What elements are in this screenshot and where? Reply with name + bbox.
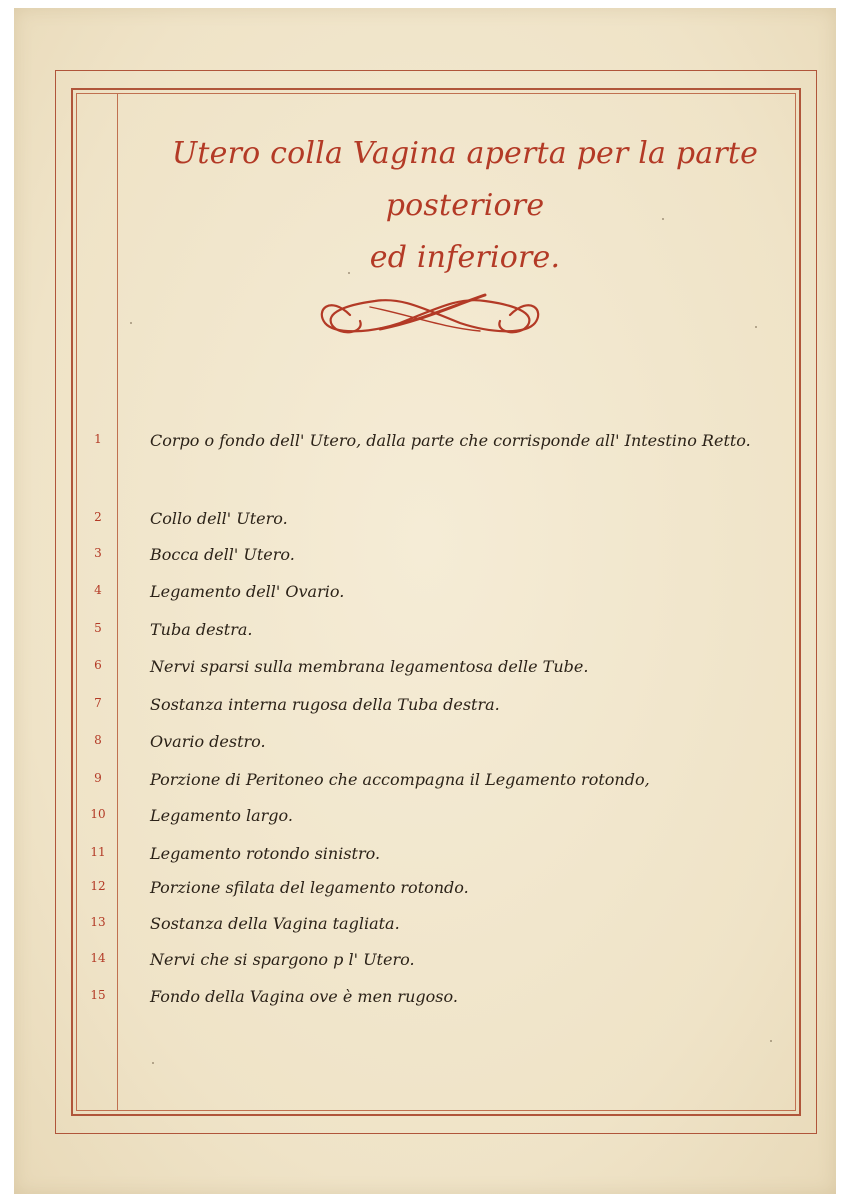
item-text-2: Collo dell' Utero.	[150, 509, 288, 528]
item-number-13: 13	[90, 915, 106, 929]
item-number-9: 9	[94, 771, 102, 785]
item-number-11: 11	[90, 845, 106, 859]
item-number-15: 15	[90, 988, 106, 1002]
left-margin-rule	[117, 93, 118, 1111]
paper-speck	[348, 272, 350, 274]
item-text-13: Sostanza della Vagina tagliata.	[150, 914, 400, 933]
item-number-10: 10	[90, 807, 106, 821]
title-line-1: Utero colla Vagina aperta per la parte posteriore	[171, 136, 759, 223]
item-text-7: Sostanza interna rugosa della Tuba destra.	[150, 695, 500, 714]
item-number-3: 3	[94, 546, 102, 560]
item-number-14: 14	[90, 951, 106, 965]
calligraphic-flourish	[310, 285, 550, 345]
item-number-2: 2	[94, 510, 102, 524]
item-text-8: Ovario destro.	[150, 732, 266, 751]
item-number-4: 4	[94, 583, 102, 597]
title-line-2: ed inferiore.	[369, 240, 561, 275]
item-text-3: Bocca dell' Utero.	[150, 545, 295, 564]
item-text-9: Porzione di Peritoneo che accompagna il Legamento rotondo,	[150, 770, 650, 789]
item-number-12: 12	[90, 879, 106, 893]
item-number-7: 7	[94, 696, 102, 710]
item-text-10: Legamento largo.	[150, 806, 293, 825]
item-text-1: Corpo o fondo dell' Utero, dalla parte che corrisponde all' Intestino Retto.	[150, 431, 751, 450]
item-text-6: Nervi sparsi sulla membrana legamentosa delle Tube.	[150, 657, 589, 676]
item-text-14: Nervi che si spargono p l' Utero.	[150, 950, 415, 969]
item-number-1: 1	[94, 432, 102, 446]
page-title	[130, 128, 800, 284]
paper-speck	[152, 1062, 154, 1064]
paper-speck	[662, 218, 664, 220]
paper-speck	[755, 326, 757, 328]
item-text-12: Porzione sfilata del legamento rotondo.	[150, 878, 469, 897]
paper-speck	[770, 1040, 772, 1042]
item-number-5: 5	[94, 621, 102, 635]
item-text-5: Tuba destra.	[150, 620, 253, 639]
item-number-8: 8	[94, 733, 102, 747]
item-text-15: Fondo della Vagina ove è men rugoso.	[150, 987, 458, 1006]
item-number-6: 6	[94, 658, 102, 672]
paper-speck	[130, 322, 132, 324]
item-text-4: Legamento dell' Ovario.	[150, 582, 345, 601]
item-text-11: Legamento rotondo sinistro.	[150, 844, 381, 863]
